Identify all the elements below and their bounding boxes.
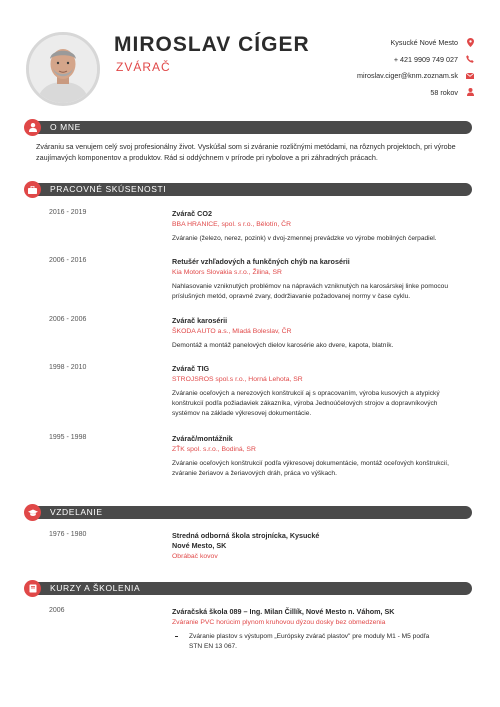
book-icon <box>24 580 41 597</box>
entry-organization: ZŤK spol. s.r.o., Bodiná, SR <box>172 446 256 453</box>
entry-organization: Kia Motors Slovakia s.r.o., Žilina, SR <box>172 269 282 276</box>
entry-position: Zvárač TIG <box>172 364 210 373</box>
entry-position: Zvárač CO2 <box>172 209 212 218</box>
entry-organization: BBA HRANICE, spol. s r.o., Bělotín, ČR <box>172 221 291 228</box>
contact-phone <box>294 53 474 66</box>
graduation-cap-icon <box>24 504 41 521</box>
entry-organization: ŠKODA AUTO a.s., Mladá Boleslav, ČR <box>172 328 292 335</box>
section-title: PRACOVNÉ SKÚSENOSTI <box>50 184 167 194</box>
entry-description: Zváranie oceľových a nerezových konštrukcií aj s opracovaním, výroba kusových a atypický konštrukcií podľa požiadaviek zákazníka, výroba Jednoúčelových strojov a dopravníkových systémov na základe výkresovej dokumentácie. <box>172 390 440 417</box>
entry-date: 1998 - 2010 <box>49 364 87 371</box>
entry-date: 2006 - 2006 <box>49 316 87 323</box>
entry-date: 1995 - 1998 <box>49 434 87 441</box>
phone-icon <box>466 55 474 63</box>
phone-text[interactable]: + 421 9909 749 027 <box>393 54 458 64</box>
contact-email <box>294 69 474 82</box>
section-title: O MNE <box>50 122 81 132</box>
entry-description: Zváranie oceľových konštrukcií podľa výkresovej dokumentácie, montáž oceľových konštrukcií, zváranie žeriavov a žeriavových dráh, práca vo výškach. <box>172 460 449 477</box>
entry-position: Retušér vzhľadových a funkčných chýb na karosérii <box>172 257 350 266</box>
section-title: VZDELANIE <box>50 507 103 517</box>
briefcase-icon <box>24 181 41 198</box>
email-text[interactable]: miroslav.ciger@knm.zoznam.sk <box>356 71 458 81</box>
person-name: MIROSLAV CÍGER <box>114 33 310 56</box>
user-icon <box>466 88 474 96</box>
contact-info <box>294 36 474 102</box>
entry-date: 1976 - 1980 <box>49 531 87 538</box>
entry-description: Zváranie plastov s výstupom „Európsky zvárač plastov" pre moduly M1 - M5 podľa STN EN 13 067. <box>172 632 432 652</box>
section-header-education <box>26 506 472 519</box>
map-pin-icon <box>466 39 474 47</box>
age-text: 58 rokov <box>430 87 458 97</box>
section-title: KURZY A ŠKOLENIA <box>50 583 141 593</box>
entry-position: Zvárač/montážnik <box>172 434 233 443</box>
entry-description: Nahlasovanie vzniknutých problémov na nápravách vzniknutých na karosárskej linke pomocou príslušných metód, opravné zvary, dodržiavanie požadovanej normy v čase cyklu. <box>172 283 448 300</box>
entry-description: Demontáž a montáž panelových dielov karosérie ako dvere, kapota, blatník. <box>172 342 394 349</box>
contact-location <box>294 36 474 49</box>
entry-date: 2006 <box>49 607 65 614</box>
entry-organization: STROJSROS spol.s r.o., Horná Lehota, SR <box>172 376 303 383</box>
about-text: Zváraniu sa venujem celý svoj profesionálny život. Vyskúšal som si zváranie rozličnými metódami, na rôznych projektoch, pri výrobe zaujímavých komponentov a produktov. Rád si oddýchnem v prírode pri rybolove a pri záhradných prácach. <box>36 142 456 162</box>
entry-field: Obrábač kovov <box>172 553 218 560</box>
entry-description: Zváranie (železo, nerez, pozink) v dvoj-zmennej prevádzke vo výrobe mobilných čerpadiel. <box>172 235 437 242</box>
job-title: ZVÁRAČ <box>116 60 171 74</box>
profile-photo <box>26 32 100 106</box>
entry-course-topic: Zváranie PVC horúcim plynom kruhovou dýzou dosky bez obmedzenia <box>172 619 386 626</box>
entry-school: Stredná odborná škola strojnícka, Kysucké Nové Mesto, SK <box>172 531 320 550</box>
section-header-about <box>26 121 472 134</box>
location-text: Kysucké Nové Mesto <box>390 38 458 47</box>
contact-age <box>294 86 474 99</box>
entry-date: 2006 - 2016 <box>49 257 87 264</box>
portrait-image <box>29 35 97 103</box>
entry-position: Zvárač karosérii <box>172 316 228 325</box>
person-icon <box>24 119 41 136</box>
envelope-icon <box>466 72 474 80</box>
section-header-experience <box>26 183 472 196</box>
entry-date: 2016 - 2019 <box>49 209 87 216</box>
section-header-courses <box>26 582 472 595</box>
entry-course: Zváračská škola 089 – Ing. Milan Čillík, Nové Mesto n. Váhom, SK <box>172 607 395 616</box>
